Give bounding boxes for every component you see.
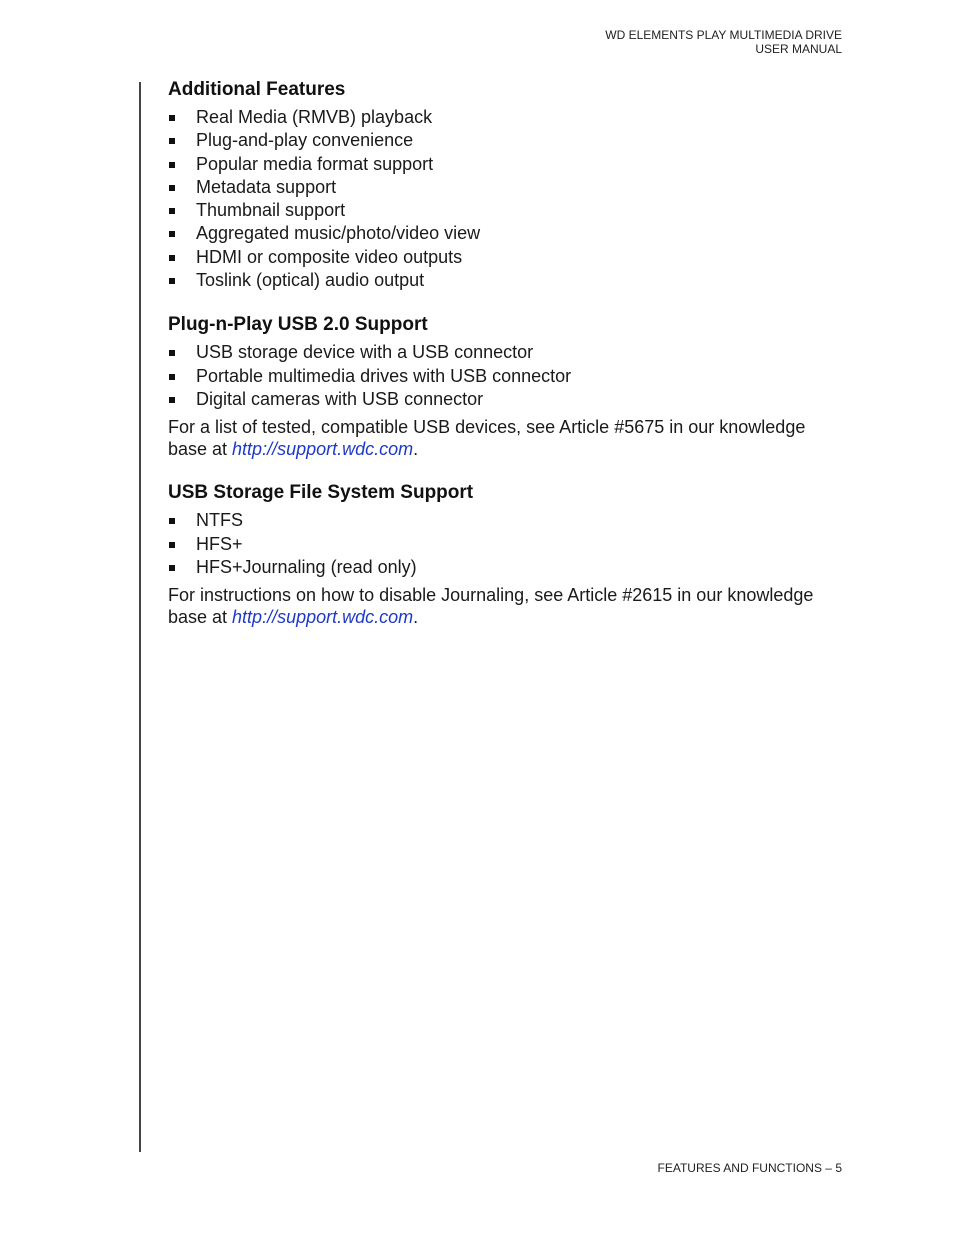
list-item: Metadata support <box>168 176 848 199</box>
usb-device-list <box>168 341 848 411</box>
note-text: For a list of tested, compatible USB devices, see Article #5675 in our knowledge base at <box>168 417 806 460</box>
section-additional-features <box>168 77 848 292</box>
page-content <box>168 77 848 628</box>
list-item: HDMI or composite video outputs <box>168 246 848 269</box>
list-item: Portable multimedia drives with USB connector <box>168 365 848 388</box>
list-item: Popular media format support <box>168 153 848 176</box>
journaling-note <box>168 584 848 628</box>
page-number: 5 <box>835 1161 842 1175</box>
running-footer <box>658 1161 843 1175</box>
list-item: HFS+ <box>168 533 848 556</box>
note-end: . <box>413 607 419 628</box>
section-usb-support <box>168 312 848 460</box>
list-item: Aggregated music/photo/video view <box>168 222 848 245</box>
support-link[interactable]: http://support.wdc.com <box>232 607 414 628</box>
margin-rule <box>139 82 141 1152</box>
list-item: Real Media (RMVB) playback <box>168 106 848 129</box>
file-system-list <box>168 509 848 579</box>
list-item: HFS+Journaling (read only) <box>168 556 848 579</box>
header-manual-label: USER MANUAL <box>755 42 842 56</box>
usb-note <box>168 416 848 460</box>
section-heading: Additional Features <box>168 79 346 100</box>
list-item: NTFS <box>168 509 848 532</box>
list-item: Plug-and-play convenience <box>168 129 848 152</box>
support-link[interactable]: http://support.wdc.com <box>232 439 414 460</box>
section-file-system <box>168 480 848 628</box>
section-heading: Plug-n-Play USB 2.0 Support <box>168 314 428 336</box>
running-header <box>605 28 842 56</box>
footer-section-label: FEATURES AND FUNCTIONS <box>657 1161 822 1175</box>
list-item: Thumbnail support <box>168 199 848 222</box>
list-item: Toslink (optical) audio output <box>168 269 848 292</box>
list-item: Digital cameras with USB connector <box>168 388 848 411</box>
feature-list <box>168 106 848 292</box>
list-item: USB storage device with a USB connector <box>168 341 848 364</box>
note-end: . <box>413 439 419 460</box>
header-product-title: WD ELEMENTS PLAY MULTIMEDIA DRIVE <box>605 28 842 42</box>
section-heading: USB Storage File System Support <box>168 482 474 504</box>
note-text: For instructions on how to disable Journaling, see Article #2615 in our knowledge base at <box>168 585 814 628</box>
footer-separator: – <box>821 1161 836 1175</box>
